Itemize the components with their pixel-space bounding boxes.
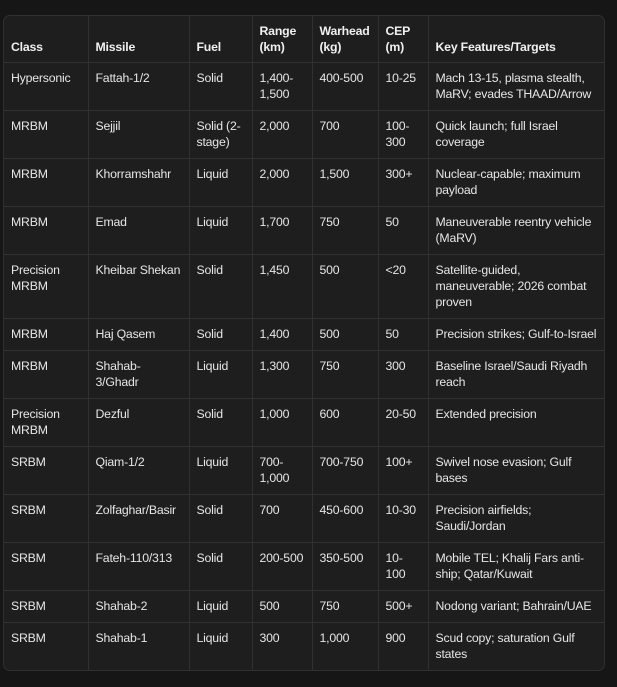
table-cell: Fateh-110/313 — [88, 543, 189, 591]
table-cell: 50 — [378, 319, 428, 351]
table-cell: SRBM — [4, 495, 88, 543]
table-cell: Solid — [189, 543, 252, 591]
table-cell: Solid (2-stage) — [189, 111, 252, 159]
table-cell: Khorramshahr — [88, 159, 189, 207]
table-cell: Hypersonic — [4, 63, 88, 111]
table-cell: Extended precision — [428, 399, 604, 447]
table-cell: Precision airfields; Saudi/Jordan — [428, 495, 604, 543]
column-header: Warhead (kg) — [312, 16, 378, 63]
table-cell: 1,300 — [252, 351, 312, 399]
table-cell: Shahab-3/Ghadr — [88, 351, 189, 399]
table-cell: 1,400-1,500 — [252, 63, 312, 111]
table-cell: 2,000 — [252, 111, 312, 159]
table-cell: 10-30 — [378, 495, 428, 543]
table-cell: Precision MRBM — [4, 255, 88, 319]
table-cell: 500 — [312, 255, 378, 319]
table-cell: Haj Qasem — [88, 319, 189, 351]
table-row — [4, 319, 604, 351]
table-cell: 2,000 — [252, 159, 312, 207]
table-cell: 1,400 — [252, 319, 312, 351]
table-row — [4, 207, 604, 255]
table-cell: 20-50 — [378, 399, 428, 447]
table-cell: Liquid — [189, 207, 252, 255]
table-cell: Solid — [189, 495, 252, 543]
table-cell: 100-300 — [378, 111, 428, 159]
table-cell: 700-1,000 — [252, 447, 312, 495]
table-cell: SRBM — [4, 623, 88, 671]
table-row — [4, 159, 604, 207]
table-cell: Qiam-1/2 — [88, 447, 189, 495]
table-cell: 700 — [252, 495, 312, 543]
table-cell: Scud copy; saturation Gulf states — [435, 631, 575, 661]
table-cell: Nuclear-capable; maximum payload — [428, 159, 604, 207]
table-cell: 100+ — [378, 447, 428, 495]
table-cell: 300 — [252, 623, 312, 671]
table-cell: Shahab-1 — [88, 623, 189, 671]
table-row — [4, 255, 604, 319]
table-cell: MRBM — [4, 207, 88, 255]
table-row — [4, 495, 604, 543]
table-cell: Solid — [189, 399, 252, 447]
table-cell: Swivel nose evasion; Gulf bases — [428, 447, 604, 495]
table-cell: 350-500 — [312, 543, 378, 591]
table-cell: Emad — [88, 207, 189, 255]
table-cell: Quick launch; full Israel coverage — [428, 111, 604, 159]
table-header-row — [4, 16, 604, 63]
table-row — [4, 399, 604, 447]
table-cell: Kheibar Shekan — [88, 255, 189, 319]
table-cell: Liquid — [189, 447, 252, 495]
table-cell: Nodong variant; Bahrain/UAE — [428, 591, 604, 623]
table-cell: 1,000 — [252, 399, 312, 447]
table-cell: 600 — [312, 399, 378, 447]
table-cell: 900 — [378, 623, 428, 671]
table-cell: Baseline Israel/Saudi Riyadh reach — [428, 351, 604, 399]
table-cell: Dezful — [88, 399, 189, 447]
column-header: Fuel — [189, 16, 252, 63]
table-cell: Zolfaghar/Basir — [88, 495, 189, 543]
table-row — [4, 63, 604, 111]
column-header: Range (km) — [252, 16, 312, 63]
column-header: Key Features/Targets — [428, 16, 604, 63]
table-cell: 200-500 — [252, 543, 312, 591]
table-row — [4, 543, 604, 591]
table-cell: Fattah-1/2 — [88, 63, 189, 111]
table-cell: 700-750 — [312, 447, 378, 495]
table-cell: 700 — [312, 111, 378, 159]
table-cell: <20 — [378, 255, 428, 319]
table-cell: Liquid — [189, 351, 252, 399]
table-cell: Mobile TEL; Khalij Fars anti-ship; Qatar/Kuwait — [428, 543, 604, 591]
table-cell: 450-600 — [312, 495, 378, 543]
table-cell: Mach 13-15, plasma stealth, MaRV; evades THAAD/Arrow — [428, 63, 604, 111]
column-header: Missile — [88, 16, 189, 63]
missile-table-container — [3, 15, 605, 671]
table-cell: 1,450 — [252, 255, 312, 319]
table-row — [4, 351, 604, 399]
table-cell: 10-100 — [378, 543, 428, 591]
table-cell: Solid — [189, 63, 252, 111]
table-cell: 300 — [378, 351, 428, 399]
table-cell: 400-500 — [312, 63, 378, 111]
table-cell: 750 — [312, 591, 378, 623]
table-cell: Solid — [189, 319, 252, 351]
table-cell: 1,700 — [252, 207, 312, 255]
table-row — [4, 591, 604, 623]
table-cell: Sejjil — [88, 111, 189, 159]
table-cell: MRBM — [4, 111, 88, 159]
table-row — [4, 447, 604, 495]
table-cell: 500 — [312, 319, 378, 351]
table-cell: 10-25 — [378, 63, 428, 111]
table-cell: Liquid — [189, 591, 252, 623]
table-cell: Liquid — [189, 159, 252, 207]
table-cell: SRBM — [4, 591, 88, 623]
missile-table — [4, 16, 604, 670]
table-cell: 50 — [378, 207, 428, 255]
table-cell: Satellite-guided, maneuverable; 2026 combat proven — [428, 255, 604, 319]
table-cell: SRBM — [4, 543, 88, 591]
table-cell: MRBM — [4, 351, 88, 399]
column-header: Class — [4, 16, 88, 63]
table-cell: 500+ — [378, 591, 428, 623]
table-cell: 1,000 — [312, 623, 378, 671]
table-cell: 500 — [252, 591, 312, 623]
table-cell: Precision strikes; Gulf-to-Israel — [428, 319, 604, 351]
table-cell: Shahab-2 — [88, 591, 189, 623]
table-cell: Precision MRBM — [4, 399, 88, 447]
table-row — [4, 623, 604, 671]
table-cell: Maneuverable reentry vehicle (MaRV) — [428, 207, 604, 255]
table-cell: MRBM — [4, 319, 88, 351]
table-cell: MRBM — [4, 159, 88, 207]
table-cell: SRBM — [4, 447, 88, 495]
table-cell: 1,500 — [312, 159, 378, 207]
table-cell: Liquid — [189, 623, 252, 671]
table-cell: 750 — [312, 207, 378, 255]
table-cell: 300+ — [378, 159, 428, 207]
column-header: CEP (m) — [378, 16, 428, 63]
table-cell: 750 — [312, 351, 378, 399]
table-row — [4, 111, 604, 159]
table-cell: Solid — [189, 255, 252, 319]
